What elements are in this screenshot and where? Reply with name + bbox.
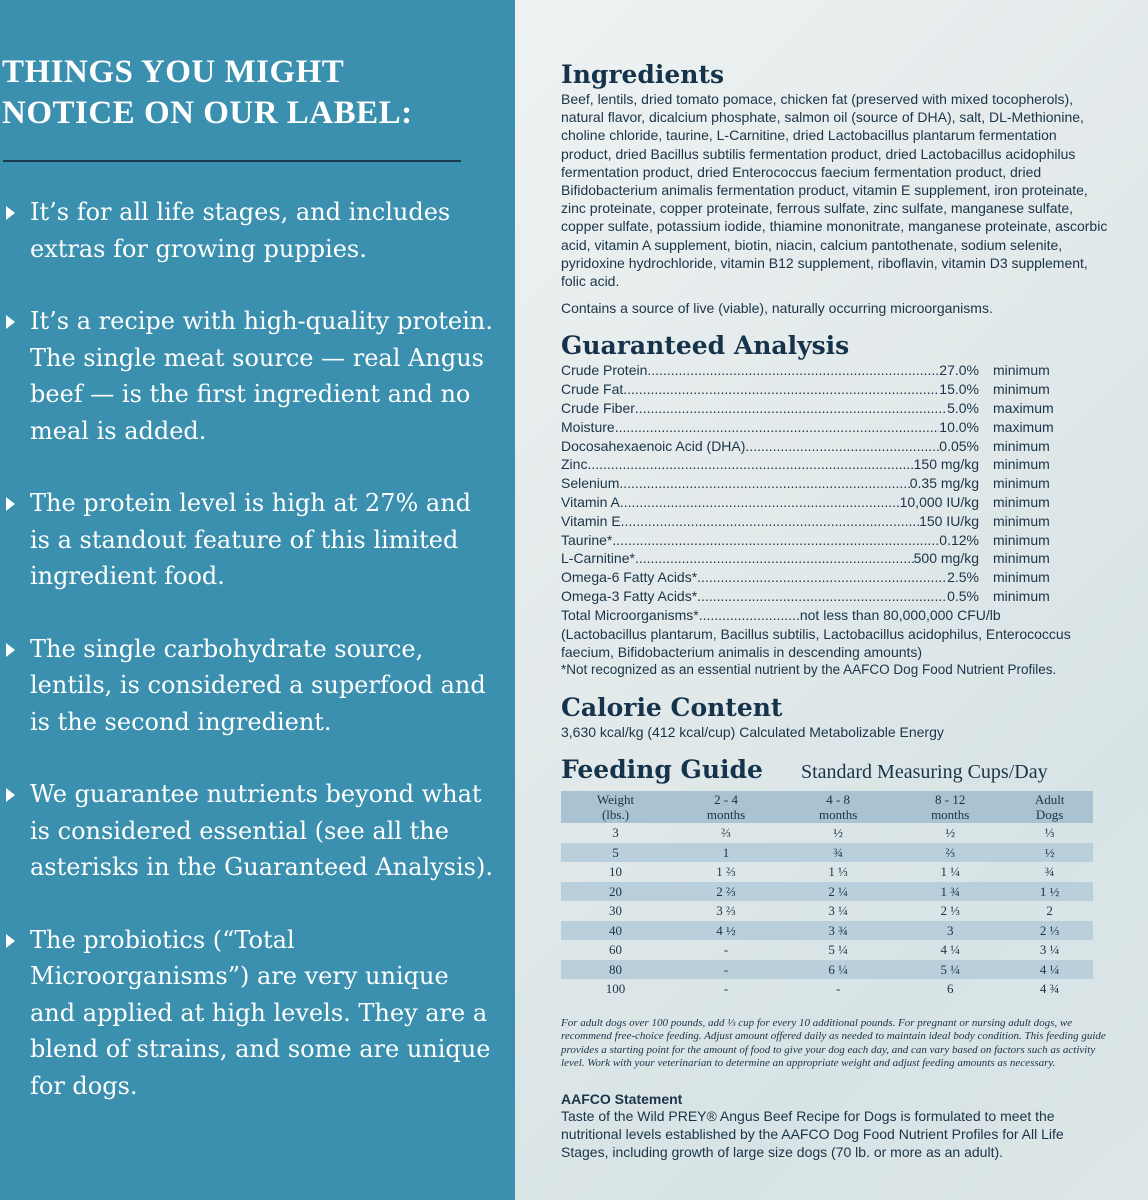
total-microorganisms-row: [561, 606, 1108, 625]
bullet-text: We guarantee nutrients beyond what is considered essential (see all the asterisks in the Guaranteed Analysis).: [30, 780, 493, 881]
leader-dots: [620, 493, 900, 512]
feeding-cell: ⅔: [894, 843, 1006, 863]
calorie-title: Calorie Content: [561, 693, 783, 723]
nutrient-qualifier: minimum: [993, 437, 1050, 454]
feeding-cell: 4 ¼: [940, 942, 960, 958]
bullet-text: The single carbohydrate source, lentils, is considered a superfood and is the second ingredient.: [30, 634, 486, 736]
feeding-cell: ¾: [782, 843, 894, 863]
nutrient-value: 0.35 mg/kg: [909, 475, 979, 492]
feeding-cell: -: [670, 960, 782, 980]
bullet-arrow-icon: [6, 934, 15, 948]
feeding-cell: -: [835, 981, 841, 997]
analysis-title: Guaranteed Analysis: [561, 331, 850, 361]
analysis-label-wrap: [561, 549, 979, 568]
analysis-label-wrap: [561, 493, 979, 512]
feeding-column-header: [670, 791, 782, 823]
analysis-row: [561, 399, 1108, 418]
bullet-arrow-icon: [6, 497, 15, 511]
nutrient-name: Taurine*: [561, 531, 613, 548]
nutrient-name: Moisture: [561, 418, 615, 435]
feeding-cell: ¾: [1044, 864, 1055, 880]
feeding-row: [561, 901, 1093, 921]
feeding-cell: 3: [894, 921, 1006, 941]
nutrient-name: Docosahexaenoic Acid (DHA): [561, 437, 746, 454]
nutrient-name: L-Carnitine*: [561, 550, 635, 567]
nutrient-value: 15.0%: [939, 381, 979, 398]
feeding-row: [561, 940, 1093, 960]
nutrient-qualifier: minimum: [993, 569, 1050, 586]
feeding-note: For adult dogs over 100 pounds, add ⅓ cup for every 10 additional pounds. For pregnant or nursing adult dogs, we recommend free-choice feeding. Adjust amount offered daily as needed to maintain ideal body condition. This feeding guide provides a starting point for the amount of food to give your dog each day, and can vary based on factors such as activity level. Work with your veterinarian to determine an appropriate weight and adjust feeding amounts as necessary.: [561, 1016, 1106, 1070]
feeding-cell: 1 ¾: [894, 882, 1006, 902]
feeding-cell: ½: [833, 825, 843, 841]
analysis-label-wrap: [561, 399, 979, 418]
bullet-text: It’s for all life stages, and includes extras for growing puppies.: [30, 198, 451, 263]
feeding-cell: 5: [561, 843, 670, 863]
feeding-cell: 40: [561, 921, 670, 941]
header-line: months: [931, 807, 970, 823]
leader-dots: [587, 455, 913, 474]
bullet-item: [0, 922, 515, 1105]
nutrient-value: 5.0%: [947, 400, 979, 417]
analysis-table: [561, 361, 1108, 605]
feeding-cell: 1: [670, 843, 782, 863]
header-line: months: [818, 807, 858, 823]
header-line: Adult: [1034, 792, 1065, 808]
analysis-row: [561, 549, 1108, 568]
feeding-cell: 2 ⅔: [670, 882, 782, 902]
leader-dots: [623, 380, 939, 399]
nutrient-qualifier: minimum: [993, 362, 1050, 379]
calorie-text: 3,630 kcal/kg (412 kcal/cup) Calculated Metabolizable Energy: [561, 724, 944, 741]
nutrient-name: Selenium: [561, 475, 620, 492]
feeding-column-header: [1006, 791, 1093, 823]
analysis-row: [561, 418, 1108, 437]
feeding-cell: 10: [608, 864, 622, 880]
feeding-cell: 6 ¼: [782, 960, 894, 980]
feeding-cell: 2 ¼: [782, 882, 894, 902]
nutrient-qualifier: maximum: [993, 400, 1054, 417]
feeding-cell: 3 ¼: [828, 903, 848, 919]
leader-dots: [635, 399, 947, 418]
nutrient-name: Vitamin E: [561, 512, 621, 529]
feeding-cell: 60: [608, 942, 622, 958]
analysis-row: [561, 380, 1108, 399]
header-line: 4 - 8: [826, 792, 851, 808]
label-panel: [515, 0, 1148, 1200]
feeding-cell: 2: [1046, 903, 1053, 919]
analysis-row: [561, 455, 1108, 474]
analysis-label-wrap: [561, 587, 979, 606]
nutrient-name: Omega-3 Fatty Acids*: [561, 588, 698, 604]
feeding-cell: 4 ¼: [1006, 960, 1093, 980]
feeding-cell: 80: [561, 960, 670, 980]
total-dots: ..........................: [698, 606, 800, 623]
bullet-item: [0, 631, 515, 741]
nutrient-value: 10,000 IU/kg: [899, 494, 979, 511]
analysis-row: [561, 531, 1108, 550]
feeding-cell: 100: [605, 981, 626, 997]
feeding-cell: 20: [561, 882, 670, 902]
analysis-row: [561, 474, 1108, 493]
feeding-cell: 2 ⅓: [940, 903, 960, 919]
header-line: 8 - 12: [935, 792, 966, 808]
feeding-cell: 30: [608, 903, 622, 919]
feeding-cell: -: [723, 981, 729, 997]
feeding-row: [561, 979, 1093, 999]
total-value: not less than 80,000,000 CFU/lb: [799, 606, 1001, 623]
bullet-item: [0, 485, 515, 595]
heading-divider: [3, 160, 461, 162]
analysis-label-wrap: [561, 474, 979, 493]
analysis-row: [561, 512, 1108, 531]
leader-dots: [697, 568, 947, 587]
aafco-title: AAFCO Statement: [561, 1090, 683, 1107]
analysis-label-wrap: [561, 418, 979, 437]
nutrient-qualifier: minimum: [993, 550, 1050, 567]
nutrient-value: 2.5%: [947, 569, 979, 586]
nutrient-qualifier: minimum: [993, 531, 1050, 548]
nutrient-name: Crude Fiber: [561, 400, 635, 417]
bullet-arrow-icon: [6, 206, 15, 220]
feeding-row: [561, 843, 1093, 863]
analysis-label-wrap: [561, 361, 979, 380]
feeding-cell: ⅓: [1044, 825, 1055, 841]
feeding-cell: 1 ⅔: [716, 864, 736, 880]
left-heading: THINGS YOU MIGHT NOTICE ON OUR LABEL:: [2, 54, 413, 131]
feeding-row: [561, 960, 1093, 980]
feeding-cell: 2 ⅓: [1006, 921, 1093, 941]
nutrient-value: 0.5%: [947, 588, 979, 604]
feeding-column-header: [782, 791, 894, 823]
header-line: Dogs: [1035, 807, 1064, 823]
bullet-item: [0, 776, 515, 886]
leader-dots: [615, 418, 940, 437]
leader-dots: [745, 437, 939, 456]
feeding-row: [561, 921, 1093, 941]
leader-dots: [621, 512, 919, 531]
total-label: Total Microorganisms*: [561, 606, 699, 623]
left-panel: [0, 0, 515, 1200]
feeding-cell: 1 ⅓: [828, 864, 848, 880]
feeding-title: Feeding Guide: [561, 755, 763, 785]
feeding-cell: 3 ¼: [1039, 942, 1060, 958]
nutrient-qualifier: minimum: [993, 475, 1050, 492]
nutrient-qualifier: minimum: [993, 456, 1050, 473]
ingredients-text: Beef, lentils, dried tomato pomace, chicken fat (preserved with mixed tocopherols), natural flavor, dicalcium phosphate, salmon oil (source of DHA), salt, DL-Methionine, choline chloride, taurine, L-Carnitine, dried Lactobacillus plantarum fermentation product, dried Bacillus subtilis fermentation product, dried Lactobacillus acidophilus fermentation product, dried Enterococcus faecium fermentation product, dried Bifidobacterium animalis fermentation product, vitamin E supplement, iron proteinate, zinc proteinate, copper proteinate, ferrous sulfate, zinc sulfate, manganese sulfate, copper sulfate, potassium iodide, thiamine mononitrate, manganese proteinate, ascorbic acid, vitamin A supplement, biotin, niacin, calcium pantothenate, sodium selenite, pyridoxine hydrochloride, vitamin B12 supplement, riboflavin, vitamin D3 supplement, folic acid.: [561, 91, 1108, 290]
feeding-cell: 3: [612, 825, 619, 841]
header-line: (lbs.): [601, 807, 630, 823]
nutrient-value: 27.0%: [939, 362, 979, 379]
feeding-cell: 5 ¼: [894, 960, 1006, 980]
leader-dots: [619, 474, 909, 493]
nutrient-qualifier: minimum: [993, 588, 1050, 604]
ingredients-title: Ingredients: [561, 60, 725, 89]
feeding-cell: ½: [945, 825, 956, 841]
analysis-row: [561, 493, 1108, 512]
feeding-table-body: [561, 823, 1093, 999]
analysis-footnote: *Not recognized as an essential nutrient by the AAFCO Dog Food Nutrient Profiles.: [561, 662, 1057, 677]
feeding-column-header: [561, 791, 670, 823]
analysis-row: [561, 437, 1108, 456]
bullet-arrow-icon: [6, 788, 15, 802]
analysis-row: [561, 587, 1108, 606]
feeding-row: [561, 862, 1093, 882]
feeding-cell: 4 ½: [670, 921, 782, 941]
bullet-item: [0, 303, 515, 449]
nutrient-value: 0.05%: [939, 437, 979, 454]
bullet-text: The protein level is high at 27% and is a standout feature of this limited ingredient food.: [30, 489, 472, 590]
header-line: months: [706, 807, 746, 823]
bullet-text: The probiotics (“Total Microorganisms”) are very unique and applied at high levels. They are a blend of strains, and some are unique for dogs.: [30, 925, 491, 1100]
bullet-arrow-icon: [6, 643, 15, 657]
nutrient-name: Crude Protein: [561, 362, 648, 379]
feeding-column-header: [894, 791, 1006, 823]
feeding-cell: -: [723, 942, 729, 958]
nutrient-name: Vitamin A: [561, 494, 620, 511]
feeding-subtitle: Standard Measuring Cups/Day: [800, 761, 1048, 784]
feeding-header: [561, 755, 1108, 785]
leader-dots: [697, 587, 947, 606]
feeding-table-header: [561, 791, 1093, 823]
feeding-table: [561, 791, 1093, 999]
analysis-row: [561, 361, 1108, 380]
bullet-item: [0, 194, 515, 267]
analysis-label-wrap: [561, 531, 979, 550]
nutrient-qualifier: minimum: [993, 494, 1050, 511]
nutrient-value: 0.12%: [939, 531, 979, 548]
feeding-cell: 4 ¾: [1039, 981, 1060, 997]
strains-text: (Lactobacillus plantarum, Bacillus subtilis, Lactobacillus acidophilus, Enterococcus faecium, Bifidobacterium animalis in descending amounts): [561, 625, 1071, 660]
feeding-row: [561, 882, 1093, 902]
feeding-cell: ½: [1006, 843, 1093, 863]
analysis-label-wrap: [561, 380, 979, 399]
feeding-cell: 3 ¾: [782, 921, 894, 941]
nutrient-name: Omega-6 Fatty Acids*: [561, 569, 698, 586]
nutrient-qualifier: minimum: [993, 381, 1050, 398]
feeding-cell: 1 ½: [1006, 882, 1093, 902]
nutrient-name: Crude Fat: [561, 381, 624, 398]
microorganisms-note: Contains a source of live (viable), naturally occurring microorganisms.: [561, 300, 993, 317]
analysis-label-wrap: [561, 512, 979, 531]
nutrient-value: 10.0%: [939, 418, 979, 435]
nutrient-qualifier: maximum: [993, 418, 1054, 435]
bullet-arrow-icon: [6, 315, 15, 329]
nutrient-name: Zinc: [561, 456, 588, 473]
analysis-label-wrap: [561, 568, 979, 587]
bullet-text: It’s a recipe with high-quality protein. The single meat source — real Angus beef — is the first ingredient and no meal is added.: [30, 307, 493, 445]
feeding-cell: 6: [946, 981, 954, 997]
leader-dots: [635, 549, 914, 568]
nutrient-value: 150 IU/kg: [919, 512, 979, 529]
feeding-cell: 5 ¼: [828, 942, 848, 958]
aafco-text: Taste of the Wild PREY® Angus Beef Recipe for Dogs is formulated to meet the nutritional levels established by the AAFCO Dog Food Nutrient Profiles for All Life Stages, including growth of large size dogs (70 lb. or more as an adult).: [561, 1107, 1064, 1161]
nutrient-value: 150 mg/kg: [913, 456, 979, 473]
bullet-list: [0, 194, 515, 1104]
leader-dots: [612, 531, 939, 550]
analysis-label-wrap: [561, 455, 979, 474]
header-line: Weight: [596, 792, 635, 808]
feeding-cell: 3 ⅔: [716, 903, 736, 919]
leader-dots: [647, 361, 939, 380]
nutrient-value: 500 mg/kg: [913, 550, 979, 567]
nutrient-qualifier: minimum: [993, 512, 1050, 529]
feeding-row: [561, 823, 1093, 843]
feeding-cell: 1 ¼: [940, 864, 960, 880]
analysis-label-wrap: [561, 437, 979, 456]
feeding-cell: ⅔: [721, 825, 731, 841]
header-line: 2 - 4: [714, 792, 738, 808]
analysis-row: [561, 568, 1108, 587]
